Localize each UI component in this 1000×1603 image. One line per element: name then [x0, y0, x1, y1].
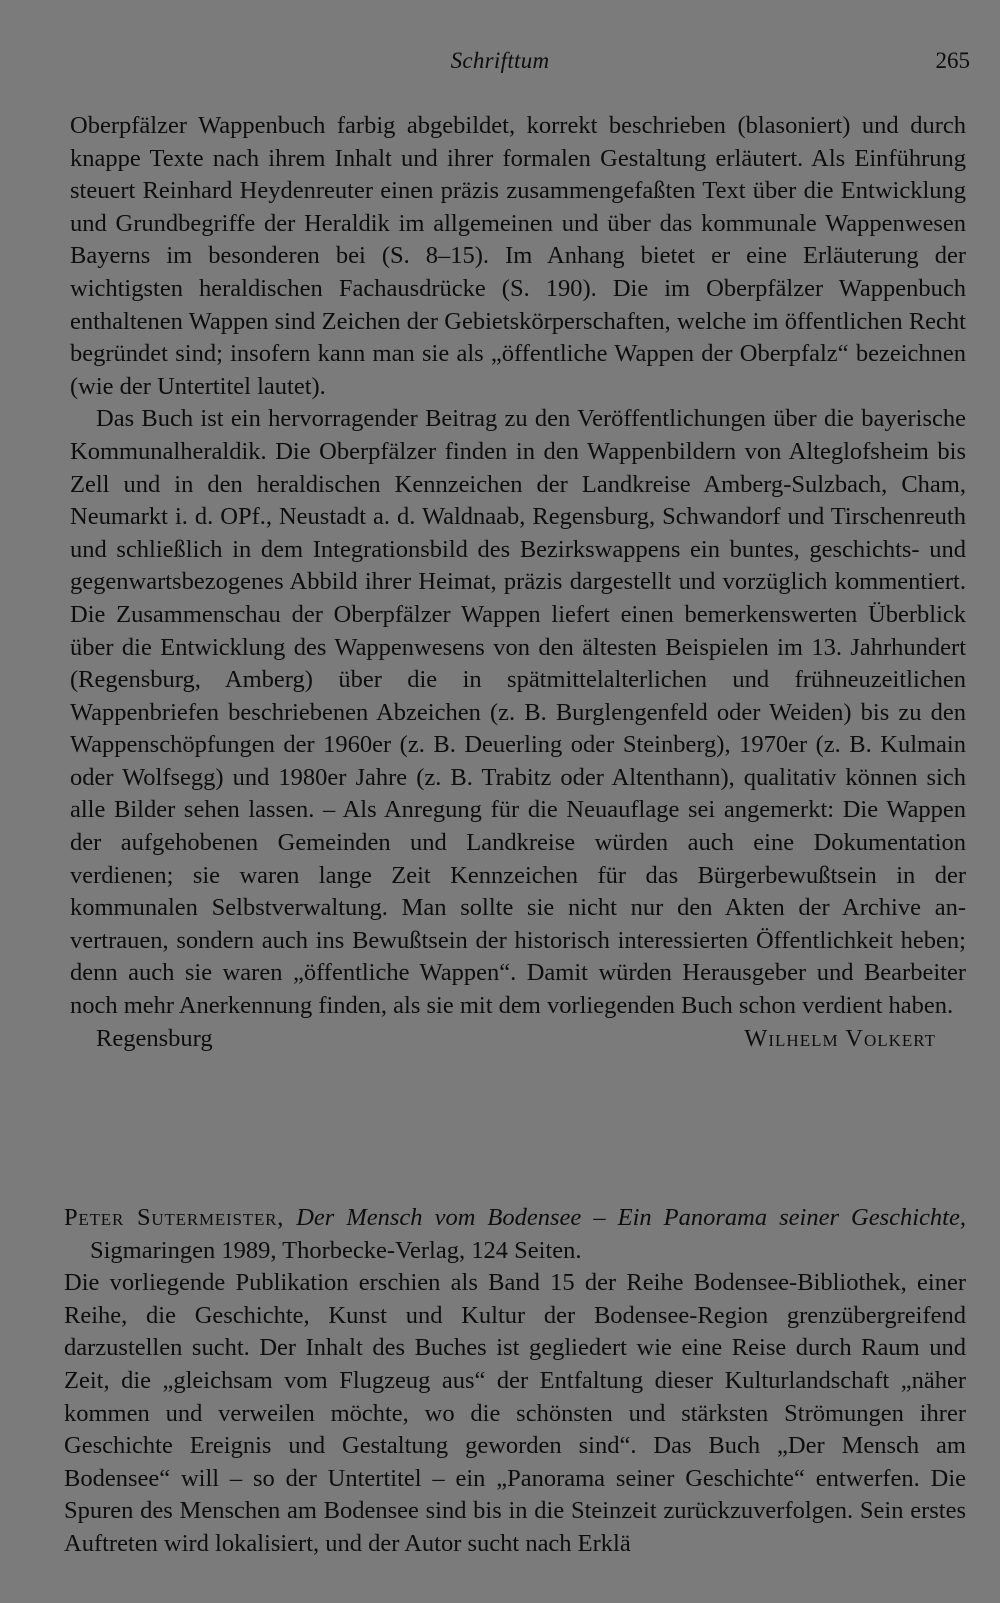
review-signature	[70, 1023, 966, 1056]
signature-place: Regensburg	[96, 1024, 213, 1052]
running-title: Schrifttum	[450, 48, 550, 73]
review-volkert	[70, 110, 966, 1055]
review-paragraph: Das Buch ist ein hervorragender Beitrag zu den Veröffentlichungen über die bayerische Kommunalheraldik. Die Oberpfälzer finden in den Wappenbildern von Alteglofsheim bis Zell und in den heraldischen Kennzeichen der Landkreise Amberg-Sulzbach, Cham, Neumarkt i. d. OPf., Neustadt a. d. Waldnaab, Regensburg, Schwandorf und Tirschenreuth und schließlich in dem Integrationsbild des Bezirkswappens ein buntes, geschichts- und gegenwartsbezogenes Abbild ihrer Heimat, präzis dargestellt und vorzüglich kommentiert. Die Zusammenschau der Oberpfälzer Wappen liefert einen bemerkenswerten Überblick über die Entwicklung des Wappenwesens von den ältesten Beispielen im 13. Jahrhundert (Regensburg, Amberg) über die in spätmittelalterlichen und frühneuzeitlichen Wappenbriefen beschriebenen Abzeichen (z. B. Burglengenfeld oder Weiden) bis zu den Wappenschöpfungen der 1960er (z. B. Deuerling oder Steinberg), 1970er (z. B. Kulmain oder Wolfsegg) und 1980er Jahre (z. B. Trabitz oder Altenthann), qualitativ können sich alle Bilder sehen lassen. – Als Anregung für die Neuauflage sei angemerkt: Die Wappen der aufgehobenen Gemeinden und Landkreise würden auch eine Dokumentation verdienen; sie waren lange Zeit Kennzeichen für das Bürgerbewußtsein in der kommunalen Selbstverwaltung. Man sollte sie nicht nur den Akten der Archive anvertrauen, sondern auch ins Bewußtsein der historisch interessierten Öffentlichkeit heben; denn auch sie waren „öffentliche Wappen“. Damit würden Herausgeber und Bearbeiter noch mehr Anerkennung finden, als sie mit dem vorliegenden Buch schon verdient haben.	[70, 405, 966, 1020]
book-title: Der Mensch vom Bodensee – Ein Panorama seiner Geschichte,	[296, 1204, 966, 1231]
page-number: 265	[935, 48, 970, 73]
review-paragraph: Oberpfälzer Wappenbuch farbig abgebildet, korrekt beschrieben (blasoniert) und durch knappe Texte nach ihrem Inhalt und ihrer formalen Gestaltung erläutert. Als Einführung steuert Reinhard Heydenreuter einen präzis zusammengefaßten Text über die Entwicklung und Grundbegriffe der Heraldik im allgemeinen und über das kommunale Wappenwesen Bayerns im besonderen bei (S. 8–15). Im Anhang bietet er eine Erläuterung der wichtigsten heraldischen Fachausdrücke (S. 190). Die im Oberpfälzer Wappenbuch enthaltenen Wappen sind Zeichen der Gebietskörperschaften, welche im öffentlichen Recht begründet sind; insofern kann man sie als „öffentliche Wappen der Oberpfalz“ bezeichnen (wie der Untertitel lautet).	[70, 112, 966, 400]
bibliographic-entry	[64, 1202, 966, 1267]
signature-reviewer: Wilhelm Volkert	[744, 1024, 936, 1052]
review-sutermeister	[64, 1202, 966, 1561]
book-author: Peter Sutermeister,	[64, 1204, 285, 1231]
review-paragraph: Die vorliegende Publikation erschien als Band 15 der Reihe Bodensee-Bibliothek, einer Reihe, die Geschichte, Kunst und Kultur der Bodensee-Region grenzübergreifend darzustellen sucht. Der Inhalt des Buches ist gegliedert wie eine Reise durch Raum und Zeit, die „gleichsam vom Flugzeug aus“ der Entfaltung dieser Kulturlandschaft „näher kommen und verweilen möchte, wo die schönsten und stärksten Strömungen ihrer Geschichte Ereignis und Gestaltung geworden sind“. Das Buch „Der Mensch am Bodensee“ will – so der Untertitel – ein „Panorama seiner Geschichte“ entwerfen. Die Spuren des Menschen am Bodensee sind bis in die Steinzeit zurückzuverfolgen. Sein erstes Auftreten wird lokalisiert, und der Autor sucht nach Erklä	[64, 1269, 966, 1557]
book-publication: Sigmaringen 1989, Thorbecke-Verlag, 124 Seiten.	[90, 1236, 582, 1264]
running-head	[0, 48, 1000, 82]
